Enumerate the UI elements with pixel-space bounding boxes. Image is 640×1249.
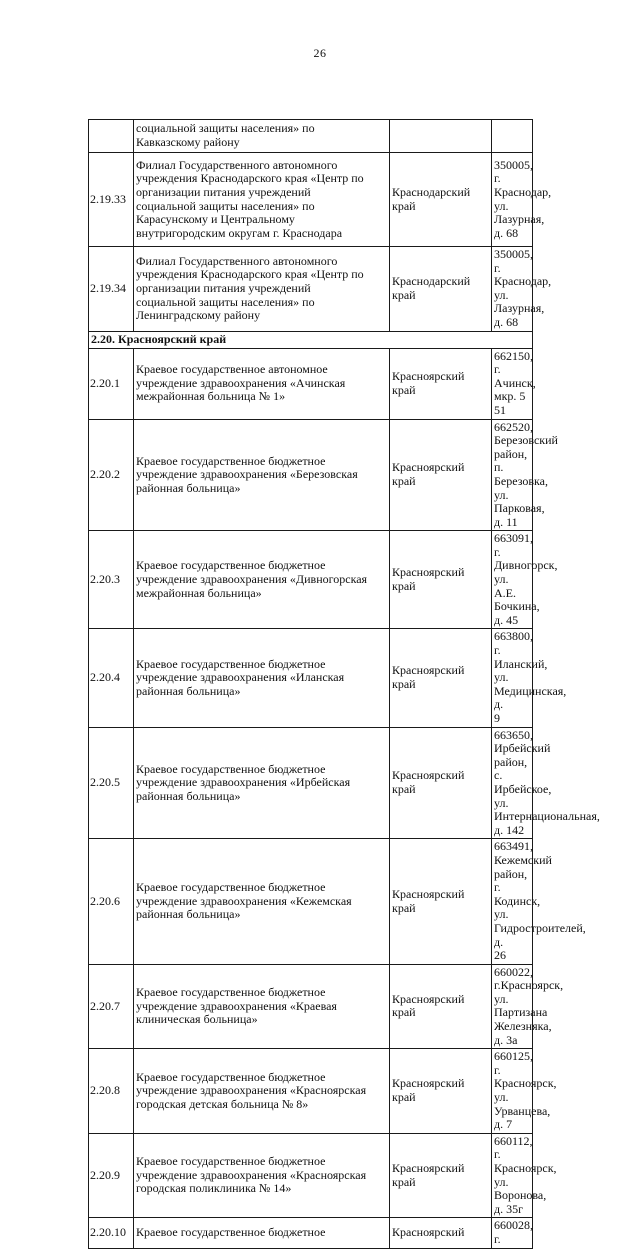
address: [492, 120, 533, 153]
row-number: 2.20.3: [89, 531, 134, 629]
region: Красноярский край: [390, 839, 492, 964]
row-number: 2.20.10: [89, 1218, 134, 1248]
address: 662150, г. Ачинск, мкр. 5 51: [492, 348, 533, 419]
institution-name: Филиал Государственного автономного учреждения Краснодарского края «Центр по организации питания учреждений социальной защиты населения» по Ленинградскому району: [134, 247, 390, 332]
row-number: 2.20.2: [89, 419, 134, 531]
region: Красноярский край: [390, 727, 492, 839]
address: 350005, г. Краснодар, ул. Лазурная, д. 68: [492, 247, 533, 332]
institution-name: Филиал Государственного автономного учреждения Краснодарского края «Центр по организации питания учреждений социальной защиты населения» по Карасунскому и Центральному внутригородским округам г. Краснодара: [134, 153, 390, 247]
region: Красноярский край: [390, 964, 492, 1049]
region: [390, 120, 492, 153]
address: 663650, Ирбейский район, с. Ирбейское, ул. Интернациональная, д. 142: [492, 727, 533, 839]
table-row: [89, 1218, 533, 1248]
address: 663491, Кежемский район, г. Кодинск, ул. Гидростроителей, д. 26: [492, 839, 533, 964]
table-row: [89, 247, 533, 332]
table-row: [89, 629, 533, 727]
region: Краснодарский край: [390, 153, 492, 247]
region: Красноярский: [390, 1218, 492, 1248]
region: Красноярский край: [390, 629, 492, 727]
row-number: [89, 120, 134, 153]
table-row: [89, 727, 533, 839]
row-number: 2.20.4: [89, 629, 134, 727]
institution-name: Краевое государственное бюджетное учреждение здравоохранения «Кежемская районная больница»: [134, 839, 390, 964]
section-title: 2.20. Красноярский край: [89, 331, 533, 348]
institution-name: Краевое государственное бюджетное учреждение здравоохранения «Краевая клиническая больница»: [134, 964, 390, 1049]
address: 660028, г.: [492, 1218, 533, 1248]
institution-name: Краевое государственное бюджетное учреждение здравоохранения «Ирбейская районная больница»: [134, 727, 390, 839]
table-row: [89, 120, 533, 153]
row-number: 2.20.1: [89, 348, 134, 419]
region: Красноярский край: [390, 1049, 492, 1134]
row-number: 2.20.8: [89, 1049, 134, 1134]
row-number: 2.20.6: [89, 839, 134, 964]
table-row: [89, 1049, 533, 1134]
address: 660022, г.Красноярск, ул. Партизана Железняка, д. 3а: [492, 964, 533, 1049]
table-row: [89, 531, 533, 629]
row-number: 2.20.5: [89, 727, 134, 839]
region: Красноярский край: [390, 419, 492, 531]
address: 350005, г. Краснодар, ул. Лазурная, д. 68: [492, 153, 533, 247]
row-number: 2.20.9: [89, 1133, 134, 1218]
page-number: 26: [313, 46, 327, 60]
section-header-row: [89, 331, 533, 348]
institution-name: социальной защиты населения» по Кавказскому району: [134, 120, 390, 153]
table-row: [89, 153, 533, 247]
table-row: [89, 419, 533, 531]
institution-name: Краевое государственное бюджетное учреждение здравоохранения «Красноярская городская поликлиника № 14»: [134, 1133, 390, 1218]
institution-name: Краевое государственное бюджетное учреждение здравоохранения «Иланская районная больница»: [134, 629, 390, 727]
row-number: 2.19.33: [89, 153, 134, 247]
row-number: 2.19.34: [89, 247, 134, 332]
address: 660125, г. Красноярск, ул. Урванцева, д. 7: [492, 1049, 533, 1134]
institution-name: Краевое государственное автономное учреждение здравоохранения «Ачинская межрайонная больница № 1»: [134, 348, 390, 419]
table-row: [89, 839, 533, 964]
institution-name: Краевое государственное бюджетное учреждение здравоохранения «Березовская районная больница»: [134, 419, 390, 531]
region: Красноярский край: [390, 1133, 492, 1218]
region: Красноярский край: [390, 348, 492, 419]
institution-name: Краевое государственное бюджетное учреждение здравоохранения «Дивногорская межрайонная больница»: [134, 531, 390, 629]
region: Краснодарский край: [390, 247, 492, 332]
table-row: [89, 1133, 533, 1218]
institutions-table: [88, 119, 600, 1249]
region: Красноярский край: [390, 531, 492, 629]
row-number: 2.20.7: [89, 964, 134, 1049]
address: 663800, г. Иланский, ул. Медицинская, д. 9: [492, 629, 533, 727]
address: 660112, г. Красноярск, ул. Воронова, д. 35г: [492, 1133, 533, 1218]
address: 662520, Березовский район, п. Березовка, ул. Парковая, д. 11: [492, 419, 533, 531]
table-row: [89, 964, 533, 1049]
address: 663091, г. Дивногорск, ул. А.Е. Бочкина, д. 45: [492, 531, 533, 629]
institution-name: Краевое государственное бюджетное: [134, 1218, 390, 1248]
institution-name: Краевое государственное бюджетное учреждение здравоохранения «Красноярская городская детская больница № 8»: [134, 1049, 390, 1134]
table-row: [89, 348, 533, 419]
